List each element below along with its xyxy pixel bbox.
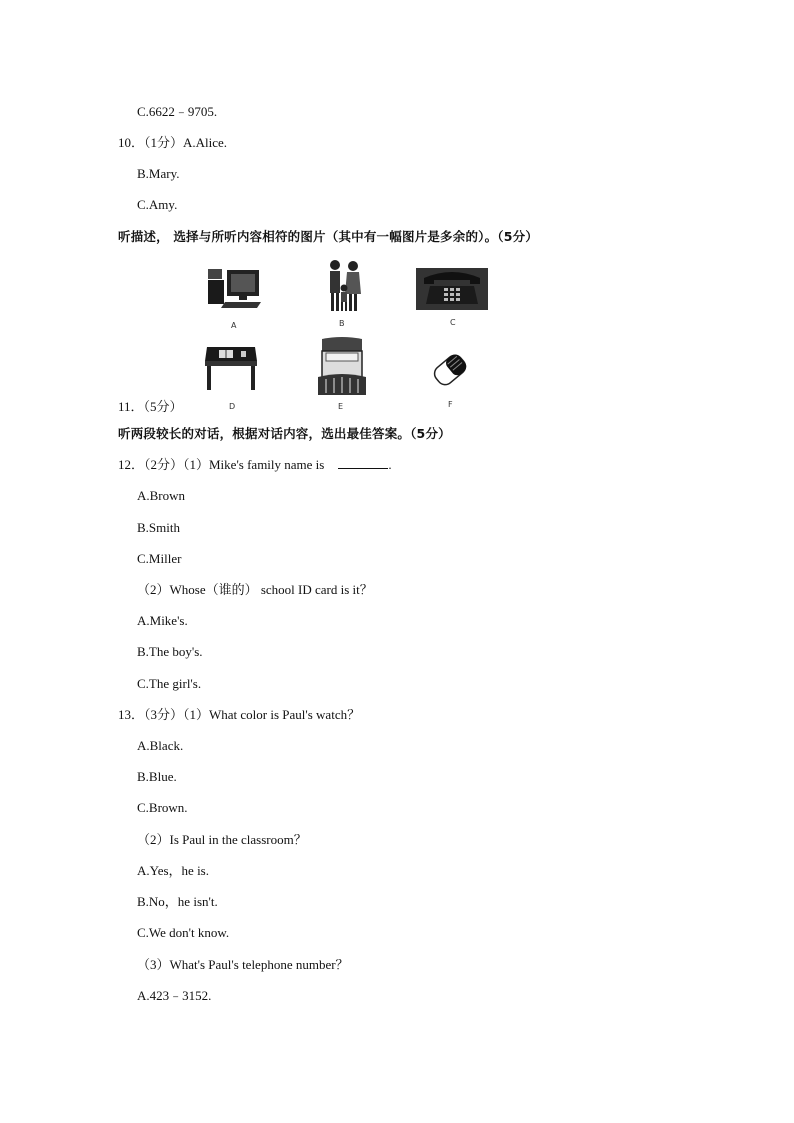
- q13-3-option-a: A.423﹣3152.: [137, 988, 212, 1003]
- q12-2-option-a: A.Mike's.: [137, 613, 188, 628]
- q10-option-c: C.Amy.: [137, 197, 178, 212]
- q12-2-option-b: B.The boy's.: [137, 644, 203, 659]
- q12-stem: [118, 457, 392, 473]
- q9-option-c: C.6622﹣9705.: [137, 104, 218, 119]
- q12-2-option-c: C.The girl's.: [137, 676, 202, 691]
- q13-1-option-b: B.Blue.: [137, 769, 177, 784]
- picture-label-e: E: [338, 402, 344, 411]
- q13-2-option-a: A.Yes，he is.: [137, 863, 209, 878]
- q13-2-stem: （2）Is Paul in the classroom？: [137, 832, 307, 847]
- telephone-icon: [416, 268, 488, 310]
- q13-2-option-c: C.We don't know.: [137, 925, 230, 940]
- q13-1-option-c: C.Brown.: [137, 800, 188, 815]
- answer-blank[interactable]: [338, 457, 388, 469]
- q10-option-b: B.Mary.: [137, 166, 180, 181]
- q12-2-stem: （2）Whose（谁的） school ID card is it？: [137, 582, 373, 597]
- q12-1-option-b: B.Smith: [137, 520, 180, 535]
- q13-stem: 13．（3分）（1）What color is Paul's watch？: [118, 707, 361, 722]
- family-icon: [325, 258, 365, 314]
- bed-icon: [316, 337, 368, 397]
- q10-stem: 10．（1分）A.Alice.: [118, 135, 228, 150]
- q12-1-option-c: C.Miller: [137, 551, 182, 566]
- picture-label-a: A: [231, 321, 237, 330]
- picture-label-b: B: [339, 319, 345, 328]
- section-picture-instruction: 听描述， 选择与所听内容相符的图片（其中有一幅图片是多余的）。（5分）: [118, 229, 539, 244]
- desk-icon: [203, 341, 259, 391]
- q13-2-option-b: B.No，he isn't.: [137, 894, 218, 909]
- picture-label-d: D: [229, 402, 236, 411]
- picture-label-c: C: [450, 318, 456, 327]
- picture-label-f: F: [448, 400, 453, 409]
- eraser-icon: [428, 350, 472, 390]
- q13-1-option-a: A.Black.: [137, 738, 184, 753]
- q11-stem: 11．（5分）: [118, 399, 183, 414]
- q12-stem-text: 12．（2分）（1）Mike's family name is: [118, 457, 325, 472]
- computer-icon: [205, 266, 265, 310]
- q13-3-stem: （3）What's Paul's telephone number？: [137, 957, 349, 972]
- q12-1-option-a: A.Brown: [137, 488, 186, 503]
- section-dialogue-instruction: 听两段较长的对话，根据对话内容，选出最佳答案。（5分）: [118, 426, 451, 441]
- q12-stem-end: .: [388, 457, 392, 472]
